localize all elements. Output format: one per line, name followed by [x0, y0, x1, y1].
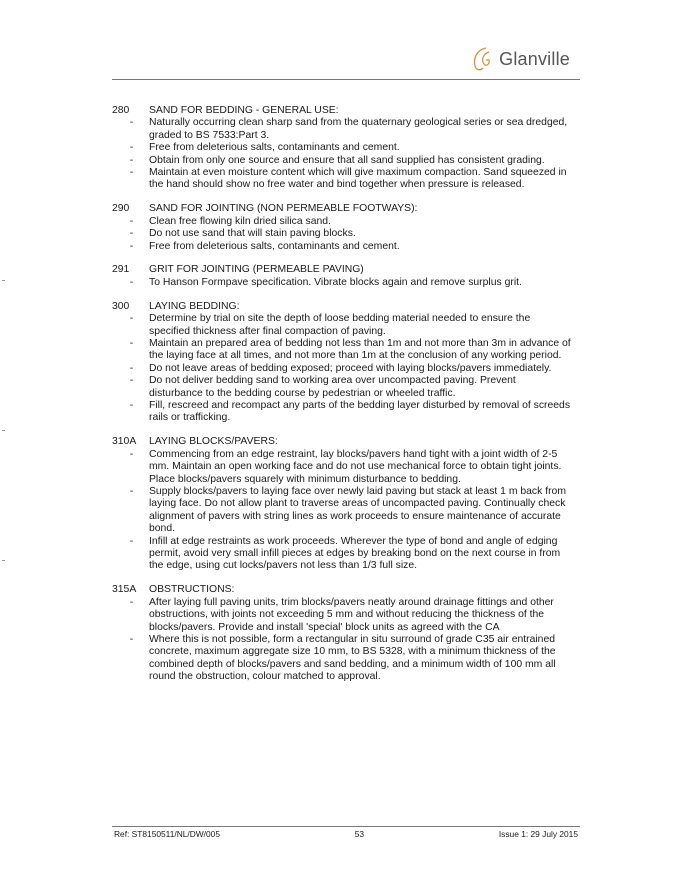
- clause-item-text: Clean free flowing kiln dried silica sand.: [149, 215, 331, 227]
- clause-item-text: Determine by trial on site the depth of loose bedding material needed to ensure the specified thickness after final compaction of paving.: [149, 313, 531, 337]
- clause: [112, 203, 572, 253]
- clause-item-text: To Hanson Formpave specification. Vibrate blocks again and remove surplus grit.: [149, 276, 522, 288]
- clause-list-item: [112, 536, 572, 573]
- clause-list-item: [112, 117, 572, 142]
- clause-item-text: After laying full paving units, trim blocks/pavers neatly around drainage fittings and other obstructions, with joints not exceeding 5 mm and without reducing the thickness of the blocks/pavers. Provide and install 'special' block units as agreed with the CA: [149, 596, 554, 633]
- bullet-dash-icon: -: [129, 362, 134, 374]
- clause-item-text: Fill, rescreed and recompact any parts of the bedding layer disturbed by removal of screeds rails or trafficking.: [149, 400, 571, 424]
- bullet-dash-icon: -: [129, 154, 134, 166]
- clause-item-text: Naturally occurring clean sharp sand from the quaternary geological series or sea dredged, graded to BS 7533:Part 3.: [149, 117, 568, 141]
- clause-title: SAND FOR BEDDING - GENERAL USE:: [149, 105, 339, 116]
- clause-item-text: Free from deleterious salts, contaminants and cement.: [149, 240, 400, 252]
- bullet-dash-icon: -: [129, 276, 134, 288]
- clause-list-item: [112, 228, 572, 240]
- clause-number: 310A: [112, 436, 137, 448]
- clause: [112, 436, 572, 572]
- clause-number: 291: [112, 264, 130, 276]
- clause-number: 290: [112, 203, 130, 215]
- bullet-dash-icon: -: [129, 375, 134, 387]
- logo-text: Glanville: [499, 48, 570, 69]
- clause-list-item: [112, 313, 572, 338]
- clause: [112, 301, 572, 425]
- clause-number: 280: [112, 105, 130, 116]
- clause-list-item: [112, 363, 572, 375]
- bullet-dash-icon: -: [129, 400, 134, 412]
- clause-title: SAND FOR JOINTING (NON PERMEABLE FOOTWAYS):: [149, 203, 418, 215]
- bullet-dash-icon: -: [129, 228, 134, 240]
- clause-list-item: [112, 167, 572, 192]
- clause-item-text: Where this is not possible, form a rectangular in situ surround of grade C35 air entrained concrete, maximum aggregate size 10 mm, to BS 5328, with a minimum thickness of the combined depth of blocks/pavers and sand bedding, and a minimum width of 100 mm all round the obstruction, colour matched to approval.: [149, 633, 556, 683]
- bullet-dash-icon: -: [129, 240, 134, 252]
- clause-list-item: [112, 449, 572, 486]
- clause: [112, 264, 572, 289]
- bullet-dash-icon: -: [129, 633, 134, 645]
- bullet-dash-icon: -: [129, 117, 134, 129]
- bullet-dash-icon: -: [129, 448, 134, 460]
- clause-heading: [112, 264, 572, 276]
- company-logo: [469, 44, 570, 74]
- clause-number: 300: [112, 300, 130, 312]
- clause-list-item: [112, 400, 572, 425]
- clause-list-item: [112, 277, 572, 289]
- footer-divider: [112, 826, 580, 827]
- clause-item-text: Do not deliver bedding sand to working area over uncompacted paving. Prevent disturbance to the bedding course by pedestrian or wheeled traffic.: [149, 375, 516, 399]
- clause-item-text: Maintain an prepared area of bedding not less than 1m and not more than 3m in advance of the laying face at all times, and not more than 1m at the conclusion of any working period.: [149, 338, 571, 362]
- clause-list-item: [112, 486, 572, 536]
- clause-list-item: [112, 142, 572, 154]
- bullet-dash-icon: -: [129, 596, 134, 608]
- clause-list-item: [112, 634, 572, 684]
- clause-item-text: Supply blocks/pavers to laying face over newly laid paving but stack at least 1 m back from laying face. Do not allow plant to traverse areas of uncompacted paving. Continually check alignment of pavers with string lines as work proceeds to ensure maintenance of accurate bond.: [149, 485, 566, 535]
- clause: [112, 105, 572, 192]
- clause-item-text: Commencing from an edge restraint, lay blocks/pavers hand tight with a joint width of 2-5 mm. Maintain an open working face and do not use mechanical force to obtain tight joints. Place blocks/pavers squarely with minimum disturbance to bedding.: [149, 448, 562, 485]
- clause-title: LAYING BLOCKS/PAVERS:: [149, 436, 278, 448]
- clause-list-item: [112, 241, 572, 253]
- clause-number: 315A: [112, 584, 137, 596]
- clause-list-item: [112, 338, 572, 363]
- footer-page-number: 53: [354, 829, 365, 839]
- clause-heading: [112, 203, 572, 215]
- clause-title: OBSTRUCTIONS:: [149, 584, 235, 596]
- clause-item-text: Obtain from only one source and ensure that all sand supplied has consistent grading.: [149, 154, 545, 166]
- footer-issue-date: Issue 1: 29 July 2015: [498, 829, 578, 839]
- clause-list-item: [112, 155, 572, 167]
- clause-title: LAYING BEDDING:: [149, 300, 240, 312]
- bullet-dash-icon: -: [129, 167, 134, 179]
- bullet-dash-icon: -: [129, 485, 134, 497]
- footer-reference: Ref: ST8150511/NL/DW/005: [114, 829, 220, 839]
- clause-item-text: Do not leave areas of bedding exposed; proceed with laying blocks/pavers immediately.: [149, 362, 552, 374]
- clause-item-text: Maintain at even moisture content which will give maximum compaction. Sand squeezed in the hand should show no free water and bind together when pressure is released.: [149, 167, 567, 191]
- clause-heading: [112, 436, 572, 448]
- clause-heading: [112, 584, 572, 596]
- clause-heading: [112, 301, 572, 313]
- clause-list-item: [112, 375, 572, 400]
- clause-heading: [112, 105, 572, 117]
- page-footer: [114, 829, 578, 839]
- clause-item-text: Do not use sand that will stain paving blocks.: [149, 228, 356, 240]
- bullet-dash-icon: -: [129, 142, 134, 154]
- clause-item-text: Free from deleterious salts, contaminants and cement.: [149, 142, 400, 154]
- bullet-dash-icon: -: [129, 338, 134, 349]
- bullet-dash-icon: -: [129, 535, 134, 547]
- bullet-dash-icon: -: [129, 313, 134, 325]
- glanville-logo-mark-icon: [469, 44, 497, 74]
- clause-title: GRIT FOR JOINTING (PERMEABLE PAVING): [149, 264, 364, 276]
- clause-list-item: [112, 597, 572, 634]
- clause-list-item: [112, 216, 572, 228]
- bullet-dash-icon: -: [129, 215, 134, 227]
- clause-item-text: Infill at edge restraints as work proceeds. Wherever the type of bond and angle of edging permit, avoid very small infill pieces at edges by breaking bond on the next course in from the edge, using cut locks/pavers not less than 1/3 full size.: [149, 535, 561, 572]
- header-divider: [112, 79, 580, 80]
- clause: [112, 584, 572, 683]
- specification-body: [112, 105, 572, 695]
